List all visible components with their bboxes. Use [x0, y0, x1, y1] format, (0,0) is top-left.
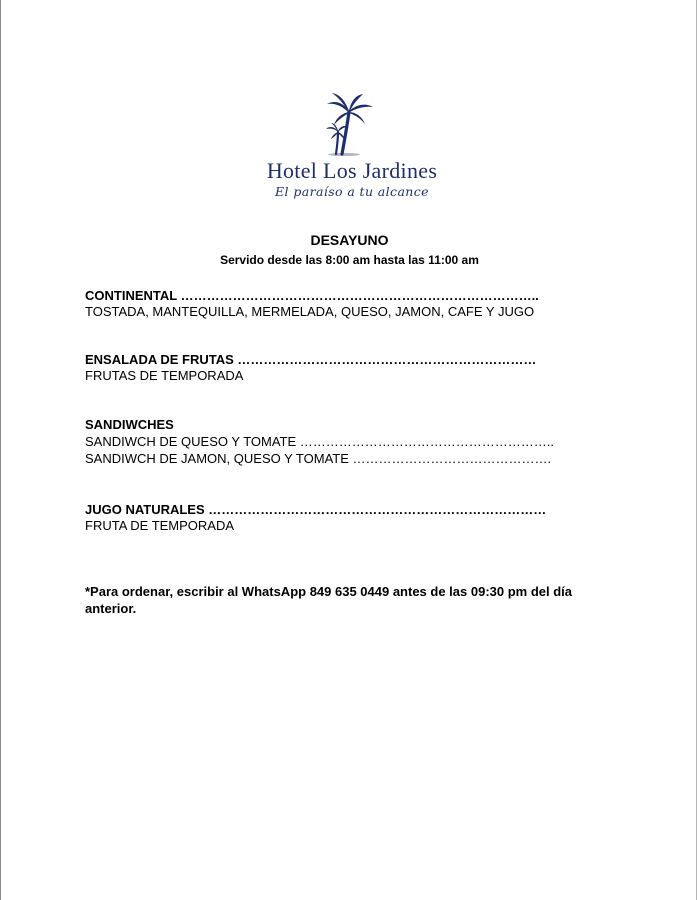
menu-item: FRUTA DE TEMPORADA — [85, 518, 235, 533]
menu-title: DESAYUNO — [310, 232, 389, 248]
section-heading-sandiwches: SANDIWCHES — [85, 417, 174, 432]
menu-item: FRUTAS DE TEMPORADA — [85, 368, 244, 383]
section-heading-ensalada-de-frutas: ENSALADA DE FRUTAS …………………………………………………………… — [85, 352, 537, 367]
menu-item: SANDIWCH DE QUESO Y TOMATE ………………………………………………….. — [85, 434, 555, 449]
menu-item: SANDIWCH DE JAMON, QUESO Y TOMATE ………………………………………. — [85, 451, 552, 466]
menu-subtitle: Servido desde las 8:00 am hasta las 11:00 am — [220, 253, 479, 267]
menu-item: TOSTADA, MANTEQUILLA, MERMELADA, QUESO, JAMON, CAFE Y JUGO — [85, 304, 535, 319]
order-note: *Para ordenar, escribir al WhatsApp 849 635 0449 antes de las 09:30 pm del día anterior. — [85, 584, 573, 616]
hotel-logo — [237, 92, 467, 204]
palm-tree-icon — [325, 92, 375, 156]
section-heading-continental: CONTINENTAL ……………………………………………………………………….. — [85, 288, 539, 303]
hotel-tagline: El paraíso a tu alcance — [275, 184, 429, 199]
section-heading-jugo-naturales: JUGO NATURALES …………………………………………………………………… — [85, 502, 547, 517]
hotel-name: Hotel Los Jardines — [266, 158, 438, 183]
